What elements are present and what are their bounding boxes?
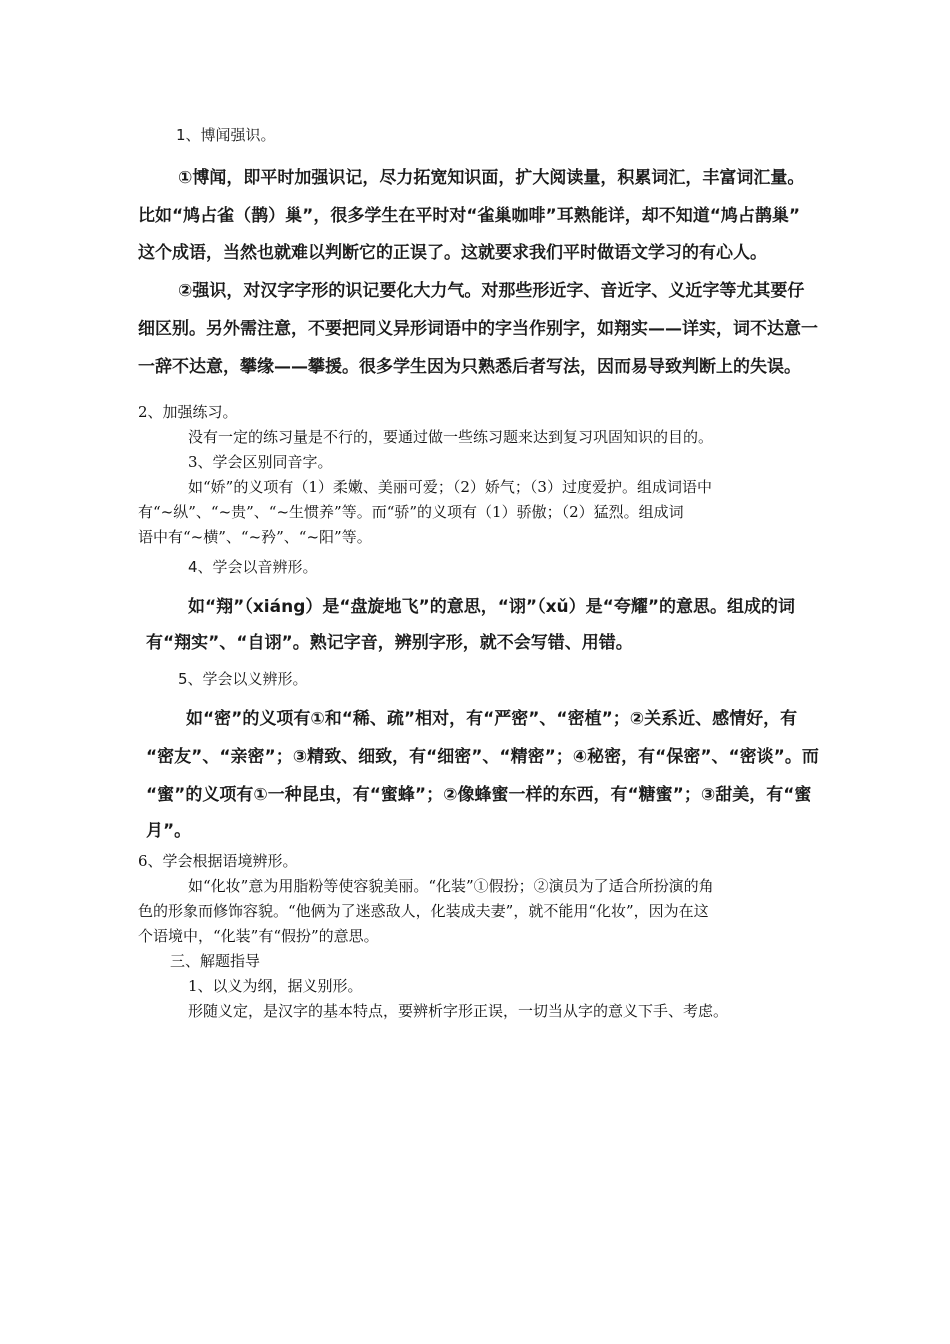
section-4-body-line2: 有“翔实”、“自诩”。熟记字音，辨别字形，就不会写错、用错。 (146, 633, 633, 653)
section-1-para2-line1: ②强识，对汉字字形的识记要化大力气。对那些形近字、音近字、义近字等尤其要仔 (178, 281, 805, 301)
section-5-heading: 5、学会以义辨形。 (178, 670, 308, 688)
section-6-body-line2: 色的形象而修饰容貌。“他俩为了迷惑敌人，化装成夫妻”，就不能用“化妆”，因为在这 (138, 902, 709, 920)
section-5-body-line2: “密友”、“亲密”；③精致、细致，有“细密”、“精密”；④秘密，有“保密”、“密谈”。而 (146, 747, 819, 767)
part-3-heading: 三、解题指导 (170, 952, 261, 970)
section-4-heading: 4、学会以音辨形。 (188, 558, 318, 576)
section-4-body-line1: 如“翔”（xiáng）是“盘旋地飞”的意思，“诩”（xǔ）是“夸耀”的意思。组成的词 (188, 597, 795, 617)
section-1-para2-line2: 细区别。另外需注意，不要把同义异形词语中的字当作别字，如翔实——详实，词不达意一 (138, 319, 818, 339)
section-3-heading: 3、学会区别同音字。 (188, 453, 333, 471)
section-2-body: 没有一定的练习量是不行的，要通过做一些练习题来达到复习巩固知识的目的。 (188, 428, 714, 446)
section-5-body-line4: 月”。 (146, 821, 192, 841)
section-1-para1-line3: 这个成语，当然也就难以判断它的正误了。这就要求我们平时做语文学习的有心人。 (138, 243, 767, 263)
section-6-heading: 6、学会根据语境辨形。 (138, 852, 298, 870)
section-2-heading: 2、加强练习。 (138, 403, 238, 421)
section-6-body-line1: 如“化妆”意为用脂粉等使容貌美丽。“化装”①假扮；②演员为了适合所扮演的角 (188, 877, 714, 895)
section-5-body-line1: 如“密”的义项有①和“稀、疏”相对，有“严密”、“密植”；②关系近、感情好，有 (186, 709, 798, 729)
section-1-para2-line3: 一辞不达意，攀缘——攀援。很多学生因为只熟悉后者写法，因而易导致判断上的失误。 (138, 357, 801, 377)
part-3-sub-heading: 1、以义为纲，据义别形。 (188, 977, 363, 995)
section-3-body-line3: 语中有“~横”、“~矜”、“~阳”等。 (138, 528, 372, 546)
section-6-body-line3: 个语境中，“化装”有“假扮”的意思。 (138, 927, 379, 945)
section-3-body-line2: 有“~纵”、“~贵”、“~生惯养”等。而“骄”的义项有（1）骄傲；（2）猛烈。组成词 (138, 503, 684, 521)
part-3-body: 形随义定，是汉字的基本特点，要辨析字形正误，一切当从字的意义下手、考虑。 (188, 1002, 729, 1020)
section-1-heading: 1、博闻强识。 (176, 126, 276, 144)
section-5-body-line3: “蜜”的义项有①一种昆虫，有“蜜蜂”；②像蜂蜜一样的东西，有“糖蜜”；③甜美，有“蜜 (146, 785, 812, 805)
section-1-para1-line2: 比如“鸠占雀（鹊）巢”，很多学生在平时对“雀巢咖啡”耳熟能详，却不知道“鸠占鹊巢” (138, 206, 801, 226)
section-3-body-line1: 如“娇”的义项有（1）柔嫩、美丽可爱；（2）娇气；（3）过度爱护。组成词语中 (188, 478, 712, 496)
section-1-para1-line1: ①博闻，即平时加强识记，尽力拓宽知识面，扩大阅读量，积累词汇，丰富词汇量。 (178, 168, 805, 188)
